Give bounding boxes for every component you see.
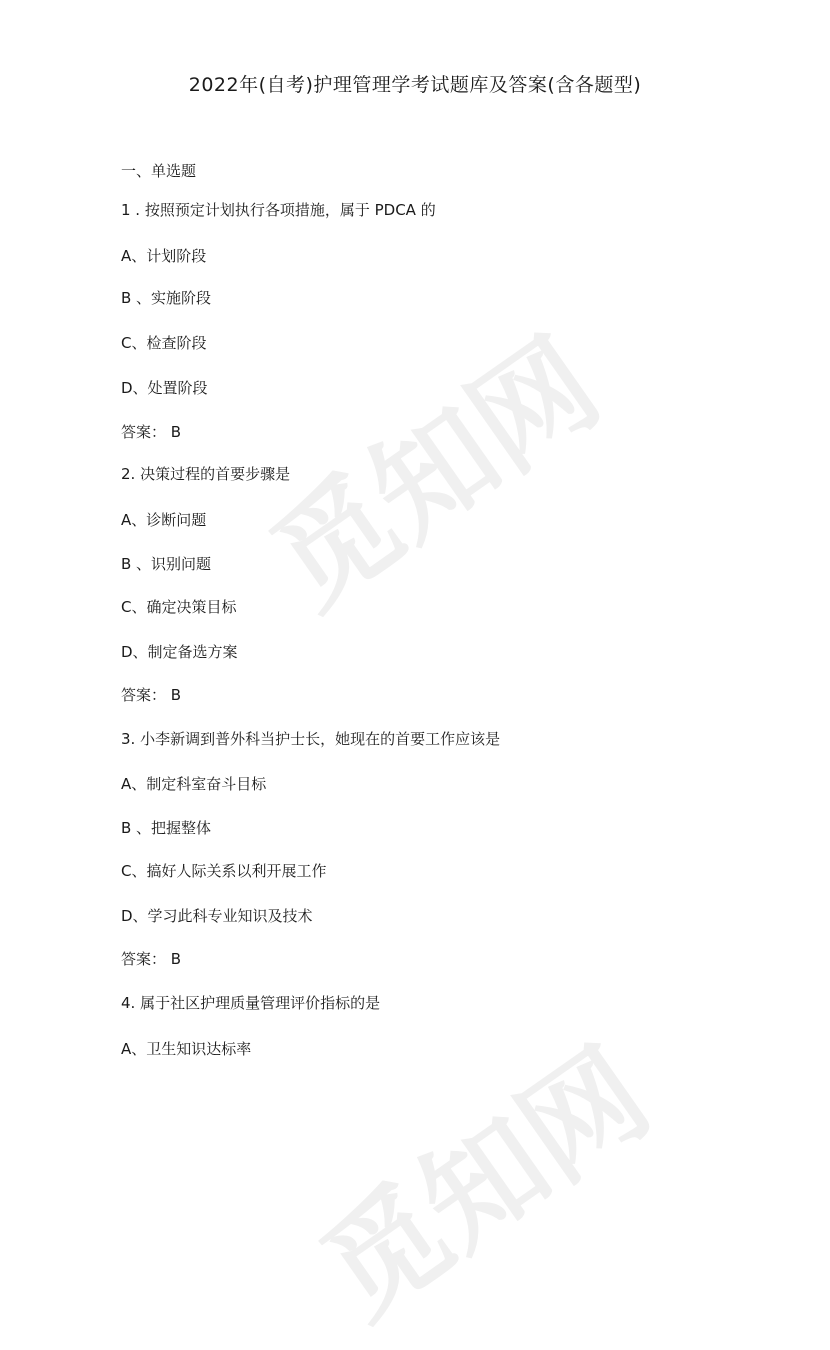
- question-1: 1 . 按照预定计划执行各项措施，属于 PDCA 的: [121, 201, 436, 219]
- q3-option-b: B 、把握整体: [121, 819, 212, 837]
- q2-option-a: A、诊断问题: [121, 511, 207, 529]
- section-heading: 一、单选题: [121, 162, 197, 180]
- q3-option-d: D、学习此科专业知识及技术: [121, 907, 313, 925]
- q3-answer: 答案： B: [121, 950, 182, 968]
- q1-option-b: B 、实施阶段: [121, 289, 212, 307]
- question-4: 4. 属于社区护理质量管理评价指标的是: [121, 994, 381, 1012]
- watermark-bottom: 觅知网: [298, 1024, 674, 1345]
- q2-option-c: C、确定决策目标: [121, 598, 237, 616]
- q1-answer: 答案： B: [121, 423, 182, 441]
- document-title: 2022年(自考)护理管理学考试题库及答案(含各题型): [188, 74, 642, 96]
- question-2: 2. 决策过程的首要步骤是: [121, 465, 291, 483]
- q1-option-a: A、计划阶段: [121, 247, 207, 265]
- question-3: 3. 小李新调到普外科当护士长，她现在的首要工作应该是: [121, 730, 501, 748]
- q4-option-a: A、卫生知识达标率: [121, 1040, 252, 1058]
- q1-option-d: D、处置阶段: [121, 379, 208, 397]
- q2-answer: 答案： B: [121, 686, 182, 704]
- q3-option-c: C、搞好人际关系以利开展工作: [121, 862, 327, 880]
- watermark-main: 觅知网: [248, 314, 624, 635]
- q2-option-d: D、制定备选方案: [121, 643, 238, 661]
- q1-option-c: C、检查阶段: [121, 334, 207, 352]
- q3-option-a: A、制定科室奋斗目标: [121, 775, 267, 793]
- q2-option-b: B 、识别问题: [121, 555, 212, 573]
